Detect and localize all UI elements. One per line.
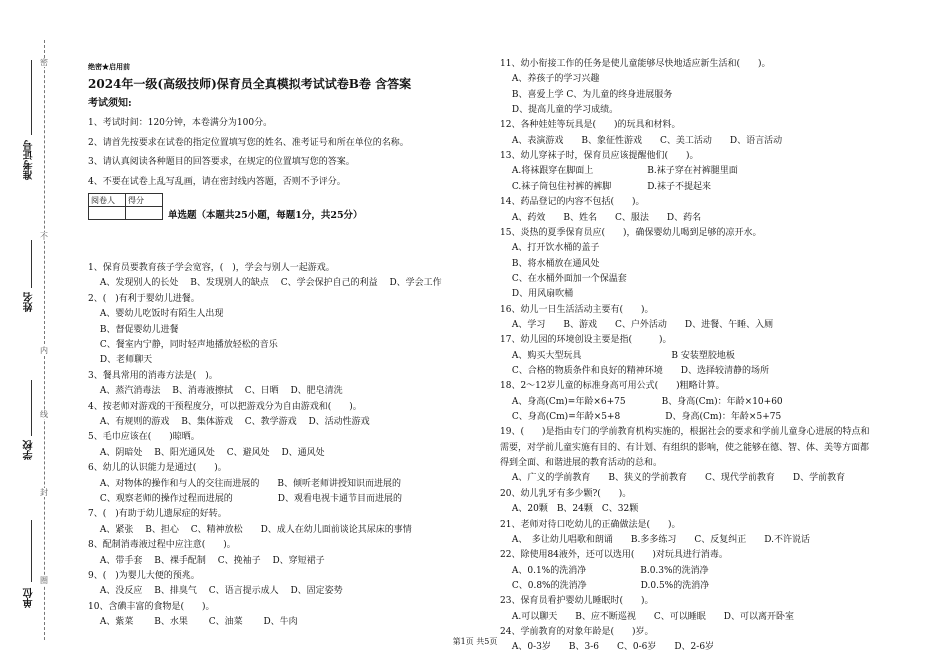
question-line: 24、学前教育的对象年龄是( )岁。	[500, 626, 654, 637]
question-line: 3、餐具常用的消毒方法是( )。	[88, 370, 218, 381]
grader-cell: 阅卷人	[89, 194, 126, 207]
exam-number-fill-line	[31, 60, 32, 135]
notice-title: 考试须知:	[88, 98, 132, 109]
seal-char: 圈	[40, 576, 48, 585]
question-line: A、广义的学前教育 B、狭义的学前教育 C、现代学前教育 D、学前教育	[500, 473, 846, 484]
notice-item: 1、考试时间：120分钟，本卷满分为100分。	[88, 118, 273, 128]
score-cell: 得分	[126, 194, 163, 207]
question-line: A、 多让幼儿唱歌和朗诵 B.多多练习 C、反复纠正 D.不许说话	[500, 534, 810, 545]
question-line: 得到全面、和谐进展的教育活动的总和。	[500, 458, 663, 469]
question-line: A、婴幼儿吃饭时有陌生人出现	[88, 309, 224, 320]
question-line: 22、除使用84液外，还可以选用( )对玩具进行消毒。	[500, 550, 728, 561]
question-line: C、观察老师的操作过程而进展的 D、观看电视卡通节目而进展的	[88, 494, 402, 504]
notice-item: 4、不要在试卷上乱写乱画，请在密封线内答题，否则不予评分。	[88, 177, 346, 187]
question-line: A、对物体的操作和与人的交往而进展的 B、倾听老师讲授知识而进展的	[88, 478, 401, 489]
question-line: 21、老师对待口吃幼儿的正确做法是( )。	[500, 519, 681, 530]
question-line: 需要，对学前儿童实施有目的、有计划、有组织的影响，使之能够在德、智、体、美等方面都	[500, 442, 870, 453]
question-line: 2、( )有利于婴幼儿进餐。	[88, 293, 200, 304]
question-line: 13、幼儿穿袜子时，保育员应该提醒他们( )。	[500, 151, 699, 162]
question-line: 10、含碘丰富的食物是( )。	[88, 601, 215, 612]
question-line: A、养孩子的学习兴趣	[500, 74, 600, 85]
question-line: A、紧张 B、担心 C、精神放松 D、成人在幼儿面前谈论其尿床的事情	[88, 524, 412, 535]
secret-mark: 绝密★启用前	[88, 62, 130, 71]
question-line: A、0-3岁 B、3-6 C、0-6岁 D、2-6岁	[500, 642, 715, 653]
question-line: C、在水桶外面加一个保温套	[500, 273, 627, 284]
question-line: C.袜子筒包住衬裤的裤脚 D.袜子不提起来	[500, 181, 712, 192]
question-line: D、老师聊天	[88, 355, 153, 366]
score-blank-cell[interactable]	[126, 207, 163, 220]
name-label: 姓名	[24, 292, 35, 312]
question-line: 23、保育员看护婴幼儿睡眠时( )。	[500, 596, 654, 607]
question-line: A、紫菜 B、水果 C、油菜 D、牛肉	[88, 617, 298, 628]
seal-char: 线	[40, 410, 48, 419]
seal-char: 内	[40, 346, 48, 355]
question-line: D、提高儿童的学习成绩。	[500, 105, 619, 116]
question-line: 16、幼儿一日生活活动主要有( )。	[500, 304, 654, 315]
question-line: 11、幼小衔接工作的任务是使儿童能够尽快地适应新生活和( )。	[500, 59, 771, 69]
page-footer: 第1页 共5页	[452, 637, 498, 646]
question-line: 8、配制消毒液过程中应注意( )。	[88, 540, 236, 551]
seal-binding-margin	[0, 0, 75, 671]
question-line: 20、幼儿乳牙有多少颗?( )。	[500, 488, 632, 499]
question-line: A、表演游戏 B、象征性游戏 C、美工活动 D、语言活动	[500, 135, 783, 146]
question-line: C、0.8%的洗消净 D.0.5%的洗消净	[500, 580, 710, 591]
unit-label: 单位	[24, 588, 35, 608]
question-line: 4、按老师对游戏的干预程度分，可以把游戏分为自由游戏和( )。	[88, 401, 362, 412]
school-fill-line	[31, 380, 32, 436]
question-line: C、合格的物质条件和良好的精神环境 D、选择较清静的场所	[500, 366, 769, 376]
question-line: A、阴暗处 B、阳光通风处 C、避风处 D、通风处	[88, 447, 325, 458]
exam-number-label: 准考证号	[24, 140, 35, 180]
question-line: C、身高(Cm)=年龄×5+8 D、身高(Cm)：年龄×5+75	[500, 412, 782, 423]
seal-dashed-line	[44, 40, 45, 640]
question-line: A、药效 B、姓名 C、服法 D、药名	[500, 212, 702, 223]
seal-char: 封	[40, 488, 48, 497]
question-line: B、喜爱上学 C、为儿童的终身进展服务	[500, 89, 673, 100]
question-line: A、有规则的游戏 B、集体游戏 C、教学游戏 D、活动性游戏	[88, 417, 370, 427]
question-line: 17、幼儿园的环境创设主要是指( )。	[500, 335, 672, 346]
question-line: D、用风扇吹桶	[500, 289, 574, 300]
grader-blank-cell[interactable]	[89, 207, 126, 220]
question-line: 5、毛巾应该在( )晾晒。	[88, 432, 200, 443]
name-fill-line	[31, 240, 32, 288]
question-line: A、发现别人的长处 B、发现别人的缺点 C、学会保护自己的利益 D、学会工作	[88, 278, 442, 289]
question-line: A、学习 B、游戏 C、户外活动 D、进餐、午睡、入厕	[500, 319, 774, 330]
question-line: A.将袜跟穿在脚面上 B.袜子穿在衬裤腿里面	[500, 166, 738, 177]
question-line: 7、( )有助于幼儿遗尿症的好转。	[88, 509, 227, 520]
notice-item: 2、请首先按要求在试卷的指定位置填写您的姓名、准考证号和所在单位的名称。	[88, 138, 409, 148]
question-line: A.可以聊天 B、应不断巡视 C、可以睡眠 D、可以离开卧室	[500, 611, 794, 622]
question-line: B、督促婴幼儿进餐	[88, 324, 179, 335]
notice-item: 3、请认真阅读各种题目的回答要求，在规定的位置填写您的答案。	[88, 157, 355, 167]
question-line: 19、( )是指由专门的学前教育机构实施的，根据社会的要求和学前儿童身心进展的特点和	[500, 427, 870, 438]
question-line: A、购买大型玩具 B 安装塑胶地板	[500, 350, 735, 361]
section-heading: 单选题（本题共25小题，每题1分，共25分）	[168, 210, 363, 221]
score-table	[88, 193, 163, 220]
school-label: 学校	[24, 440, 35, 460]
question-line: 15、炎热的夏季保育员应( )，确保婴幼儿喝到足够的凉开水。	[500, 227, 762, 238]
question-line: A、20颗 B、24颗 C、32颗	[500, 504, 639, 515]
question-line: B、将水桶放在通风处	[500, 258, 600, 269]
question-line: 14、药品登记的内容不包括( )。	[500, 197, 645, 208]
question-line: 6、幼儿的认识能力是通过( )。	[88, 463, 227, 474]
seal-char: 密	[40, 58, 48, 67]
page-title: 2024年一级(高级技师)保育员全真模拟考试试卷B卷 含答案	[88, 77, 412, 91]
question-line: A、0.1%的洗消净 B.0.3%的洗消净	[500, 565, 709, 576]
question-line: A、蒸汽消毒法 B、消毒液擦拭 C、日晒 D、肥皂清洗	[88, 386, 343, 397]
seal-char: 不	[40, 232, 48, 241]
question-line: C、餐室内宁静，同时轻声地播放轻松的音乐	[88, 340, 278, 350]
question-line: A、身高(Cm)=年龄×6+75 B、身高(Cm)：年龄×10+60	[500, 396, 783, 407]
question-line: 12、各种娃娃等玩具是( )的玩具和材料。	[500, 120, 681, 131]
unit-fill-line	[31, 520, 32, 582]
question-line: A、打开饮水桶的盖子	[500, 243, 600, 254]
question-line: 1、保育员要教育孩子学会宽容，( )，学会与别人一起游戏。	[88, 263, 335, 273]
question-line: 18、2～12岁儿童的标准身高可用公式( )粗略计算。	[500, 381, 725, 392]
question-line: A、没反应 B、排臭气 C、语言提示成人 D、固定姿势	[88, 586, 343, 597]
question-line: 9、( )为婴儿大便的预兆。	[88, 571, 200, 581]
question-line: A、带手套 B、裸手配制 C、挽袖子 D、穿短裙子	[88, 555, 325, 566]
